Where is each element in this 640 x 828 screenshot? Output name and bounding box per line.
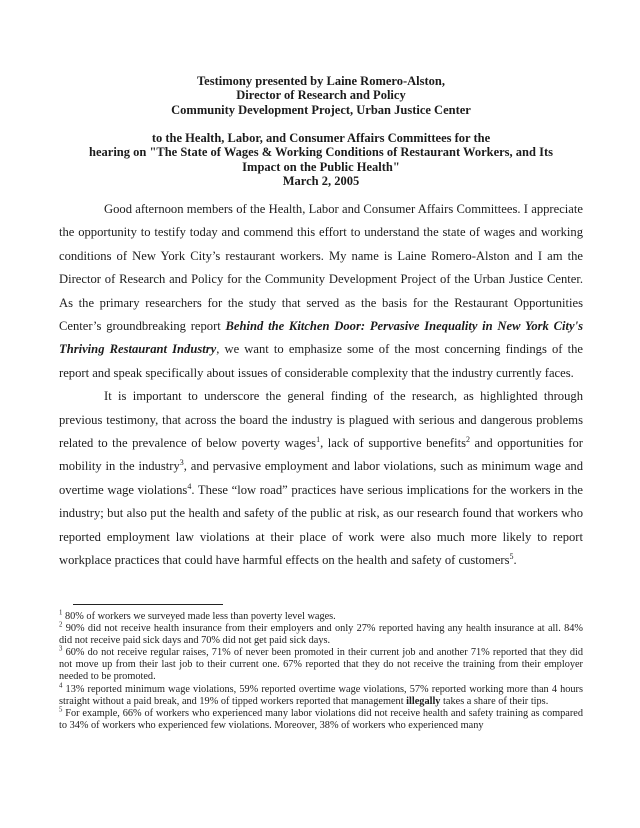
footnote-separator	[73, 604, 223, 605]
footnote-text-5: For example, 66% of workers who experienced many labor violations did not receive health and safety training as compared to 34% of workers who experienced few violations. Moreover, 38% of workers who experienced many	[59, 707, 583, 731]
header-line-hearing-title-2: Impact on the Public Health"	[242, 159, 400, 174]
footnote-1	[59, 611, 583, 623]
header-line-hearing-title-1: hearing on "The State of Wages & Working Conditions of Restaurant Workers, and Its	[89, 145, 553, 160]
footnote-marker-3: 3	[59, 645, 63, 653]
footnote-marker-1: 1	[59, 609, 63, 617]
footnote-text-4: 13% reported minimum wage violations, 59% reported overtime wage violations, 57% reported working more than 4 hours straight without a paid break, and 19% of tipped workers reported that management illegally takes a share of their tips.	[59, 683, 583, 707]
header-line-committees: to the Health, Labor, and Consumer Affairs Committees for the	[151, 131, 491, 146]
header-line-role: Director of Research and Policy	[236, 88, 406, 103]
document-header	[59, 74, 583, 188]
body-paragraph-1: Good afternoon members of the Health, Labor and Consumer Affairs Committees. I appreciate the opportunity to testify today and commend this effort to understand the state of wages and working conditions of New York City’s restaurant workers. My name is Laine Romero-Alston and I am the Director of Research and Policy for the Community Development Project of the Urban Justice Center. As the primary researchers for the study that served as the basis for the Restaurant Opportunities Center’s groundbreaking report Behind the Kitchen Door: Pervasive Inequality in New York City's Thriving Restaurant Industry, we want to emphasize some of the most concerning findings of the report and speak specifically about issues of considerable complexity that the industry currently faces.	[59, 202, 583, 380]
footnote-marker-5: 5	[59, 706, 63, 714]
body-paragraph-2: It is important to underscore the general finding of the research, as highlighted through previous testimony, that across the board the industry is plagued with serious and dangerous problems related to the prevalence of below poverty wages$^1$, lack of supportive benefits$^2$ and opportunities for mobility in the industry$^3$, and pervasive employment and labor violations, such as minimum wage and overtime wage violations$^4$. These “low road” practices have serious implications for the workers in the industry; but also put the health and safety of the public at risk, as our research found that workers who reported employment law violations at their place of work were also much more likely to report workplace practices that could have harmful effects on the health and safety of customers$^5$.	[59, 389, 584, 568]
footnote-2	[59, 623, 583, 647]
header-line-date: March 2, 2005	[282, 174, 360, 189]
footnote-area	[59, 604, 583, 732]
presenter-block	[59, 74, 583, 117]
footnote-text-1: 80% of workers we surveyed made less than poverty level wages.	[62, 611, 336, 622]
header-line-presenter: Testimony presented by Laine Romero-Alston,	[196, 74, 446, 88]
footnote-text-3: 60% do not receive regular raises, 71% of never been promoted in their current job and another 71% reported that they did not move up from their last job to their current one. 67% reported that they do not receive the training from their employer needed to be promoted.	[59, 647, 583, 683]
footnote-3	[59, 647, 583, 683]
hearing-block	[59, 131, 583, 188]
footnote-5	[59, 708, 583, 732]
footnote-text-2: 90% did not receive health insurance from their employers and only 27% reported having any health insurance at all. 84% did not receive paid sick days and 70% did not get paid sick days.	[59, 623, 583, 647]
document-body	[59, 198, 583, 573]
footnote-4	[59, 684, 583, 708]
footnote-marker-2: 2	[59, 621, 63, 629]
footnote-marker-4: 4	[59, 682, 63, 690]
footnote-list	[59, 611, 583, 732]
header-line-organization: Community Development Project, Urban Justice Center	[171, 102, 471, 117]
